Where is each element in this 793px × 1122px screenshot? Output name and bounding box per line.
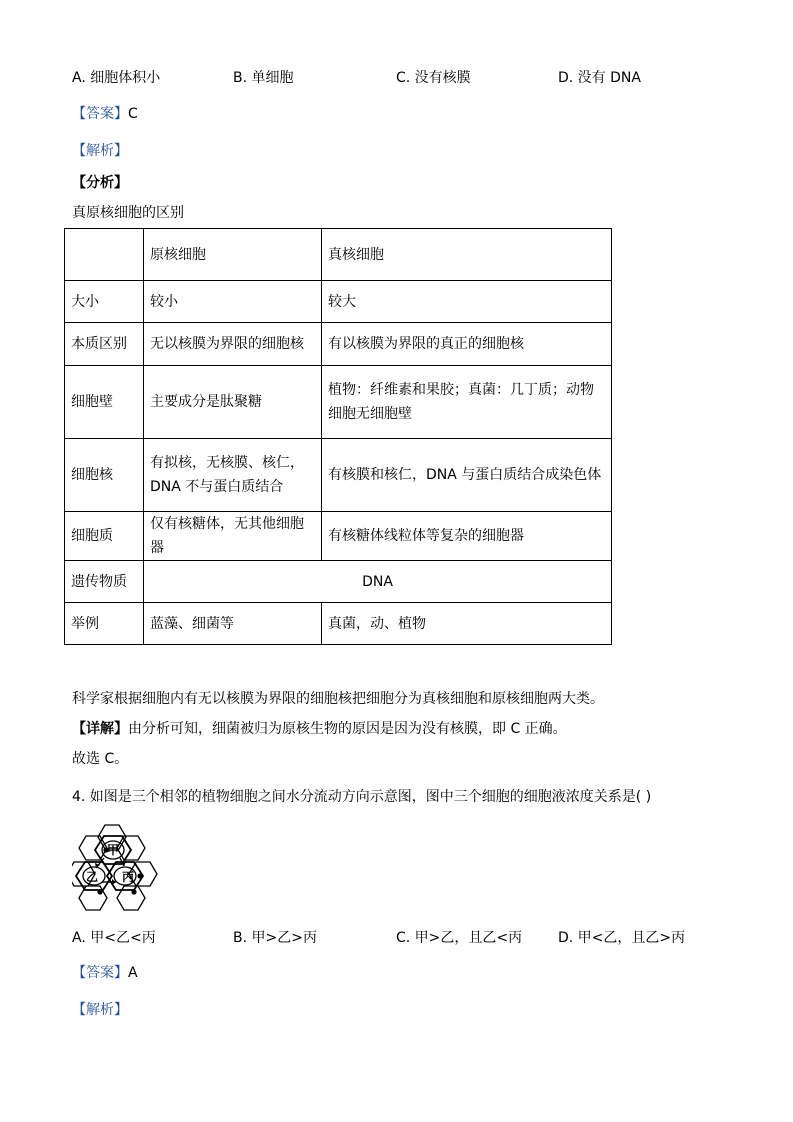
table-row <box>65 323 612 366</box>
table-cell: 无以核膜为界限的细胞核 <box>144 323 322 366</box>
table-cell: 有拟核，无核膜、核仁，DNA 不与蛋白质结合 <box>144 439 322 512</box>
table-cell: 较小 <box>144 281 322 323</box>
q4-option-d: D. 甲<乙，且乙>丙 <box>558 930 686 946</box>
table-cell: 植物：纤维素和果胶；真菌：几丁质；动物细胞无细胞壁 <box>322 366 612 439</box>
table-cell: 真核细胞 <box>322 229 612 281</box>
table-cell: 主要成分是肽聚糖 <box>144 366 322 439</box>
answer-value: C <box>128 106 138 122</box>
q3-answer-line <box>72 103 138 123</box>
table-row <box>65 512 612 561</box>
analysis-tag: 【解析】 <box>72 1002 128 1018</box>
q4-answer-line <box>72 962 138 982</box>
q3-option-b: B. 单细胞 <box>233 70 294 86</box>
plant-cell-diagram <box>72 822 162 914</box>
answer-tag: 【答案】 <box>72 106 128 122</box>
table-cell: 细胞壁 <box>65 366 144 439</box>
q4-option-a: A. 甲<乙<丙 <box>72 930 156 946</box>
table-row <box>65 603 612 645</box>
q4-option-c: C. 甲>乙，且乙<丙 <box>396 930 523 946</box>
table-title: 真原核细胞的区别 <box>72 205 184 221</box>
table-cell: 仅有核糖体，无其他细胞器 <box>144 512 322 561</box>
table-cell: 本质区别 <box>65 323 144 366</box>
summary-text: 科学家根据细胞内有无以核膜为界限的细胞核把细胞分为真核细胞和原核细胞两大类。 <box>72 691 604 707</box>
q4-option-b: B. 甲>乙>丙 <box>233 930 317 946</box>
analysis-tag: 【解析】 <box>72 143 128 159</box>
table-row <box>65 561 612 603</box>
table-cell: 举例 <box>65 603 144 645</box>
table-row <box>65 439 612 512</box>
table-cell: 蓝藻、细菌等 <box>144 603 322 645</box>
table-cell: 遗传物质 <box>65 561 144 603</box>
q3-option-a: A. 细胞体积小 <box>72 70 161 86</box>
table-cell: 真菌，动、植物 <box>322 603 612 645</box>
table-cell: 较大 <box>322 281 612 323</box>
label-jia: 甲 <box>106 843 120 857</box>
table-cell: 大小 <box>65 281 144 323</box>
detail-text: 由分析可知，细菌被归为原核生物的原因是因为没有核膜，即 C 正确。 <box>128 721 567 737</box>
nucleus-dot <box>97 889 102 894</box>
table-row <box>65 281 612 323</box>
table-cell <box>65 229 144 281</box>
fenxi-tag: 【分析】 <box>72 175 128 191</box>
label-bing: 丙 <box>121 870 135 884</box>
answer-tag: 【答案】 <box>72 965 128 981</box>
detail-line <box>72 718 567 738</box>
table-row <box>65 366 612 439</box>
table-cell: DNA <box>144 561 612 603</box>
table-cell: 细胞质 <box>65 512 144 561</box>
table-cell: 有以核膜为界限的真正的细胞核 <box>322 323 612 366</box>
table-cell: 有核糖体线粒体等复杂的细胞器 <box>322 512 612 561</box>
label-yi: 乙 <box>85 870 99 884</box>
q4-stem: 4. 如图是三个相邻的植物细胞之间水分流动方向示意图，图中三个细胞的细胞液浓度关系是( ) <box>72 789 652 805</box>
table-cell: 有核膜和核仁，DNA 与蛋白质结合成染色体 <box>322 439 612 512</box>
conclusion-text: 故选 C。 <box>72 751 129 767</box>
detail-tag: 【详解】 <box>72 721 128 737</box>
nucleus-dot <box>137 873 142 878</box>
q3-option-c: C. 没有核膜 <box>396 70 471 86</box>
answer-value: A <box>128 965 138 981</box>
nucleus-dot <box>131 889 136 894</box>
table-cell: 细胞核 <box>65 439 144 512</box>
comparison-table <box>64 228 612 645</box>
table-header-row <box>65 229 612 281</box>
q3-option-d: D. 没有 DNA <box>558 70 641 86</box>
table-cell: 原核细胞 <box>144 229 322 281</box>
